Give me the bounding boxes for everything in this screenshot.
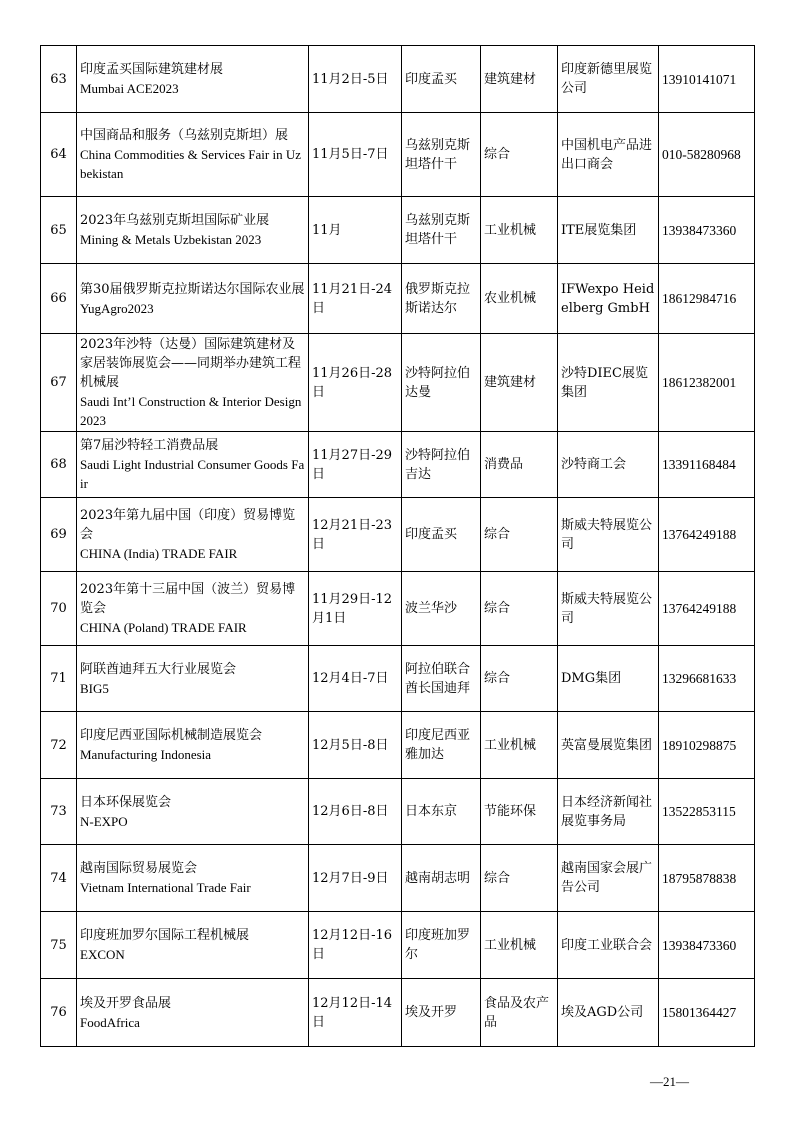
row-number: 72	[41, 712, 77, 779]
table-row	[41, 197, 755, 264]
exhibition-name-zh: 第30届俄罗斯克拉斯诺达尔国际农业展	[80, 281, 305, 297]
table-row	[41, 498, 755, 572]
exhibition-organizer: 印度工业联合会	[558, 912, 659, 979]
row-number: 66	[41, 264, 77, 334]
exhibition-category: 工业机械	[481, 912, 558, 979]
exhibition-date: 12月5日-8日	[309, 712, 402, 779]
exhibition-place: 印度尼西亚雅加达	[402, 712, 481, 779]
row-number: 75	[41, 912, 77, 979]
exhibition-date: 11月26日-28日	[309, 334, 402, 432]
exhibition-category: 农业机械	[481, 264, 558, 334]
exhibition-date: 11月	[309, 197, 402, 264]
exhibition-place: 印度孟买	[402, 498, 481, 572]
exhibition-place: 沙特阿拉伯达曼	[402, 334, 481, 432]
exhibition-category: 消费品	[481, 432, 558, 498]
table-row	[41, 334, 755, 432]
exhibition-organizer: 埃及AGD公司	[558, 979, 659, 1047]
exhibition-organizer: 沙特商工会	[558, 432, 659, 498]
exhibition-category: 工业机械	[481, 712, 558, 779]
exhibition-category: 综合	[481, 646, 558, 712]
exhibition-name-en: CHINA (Poland) TRADE FAIR	[80, 620, 247, 635]
row-number: 68	[41, 432, 77, 498]
contact-phone: 13296681633	[659, 646, 755, 712]
exhibition-name-zh: 印度孟买国际建筑建材展	[80, 62, 224, 77]
contact-phone: 18612382001	[659, 334, 755, 432]
exhibition-name-zh: 印度尼西亚国际机械制造展览会	[80, 728, 263, 743]
exhibition-place: 印度班加罗尔	[402, 912, 481, 979]
exhibition-name-en: Mining & Metals Uzbekistan 2023	[80, 232, 262, 247]
exhibition-name-en: China Commodities & Services Fair in Uzbekistan	[80, 147, 301, 181]
exhibition-name-zh: 中国商品和服务（乌兹别克斯坦）展	[80, 128, 289, 143]
exhibition-name	[77, 334, 309, 432]
exhibition-name-zh: 埃及开罗食品展	[80, 995, 172, 1011]
exhibition-organizer: 斯威夫特展览公司	[558, 572, 659, 646]
page-number: —21—	[650, 1074, 689, 1089]
exhibition-organizer: 斯威夫特展览公司	[558, 498, 659, 572]
exhibition-category: 工业机械	[481, 197, 558, 264]
row-number: 70	[41, 572, 77, 646]
exhibition-date: 12月4日-7日	[309, 646, 402, 712]
exhibition-place: 越南胡志明	[402, 845, 481, 912]
contact-phone: 18795878838	[659, 845, 755, 912]
contact-phone: 18612984716	[659, 264, 755, 334]
row-number: 64	[41, 113, 77, 197]
exhibition-date: 11月2日-5日	[309, 46, 402, 113]
exhibition-place: 日本东京	[402, 779, 481, 845]
table-row	[41, 646, 755, 712]
exhibition-name	[77, 113, 309, 197]
exhibition-name-zh: 2023年第九届中国（印度）贸易博览会	[80, 508, 296, 542]
table-row	[41, 113, 755, 197]
exhibition-name-en: Saudi Light Industrial Consumer Goods Fair	[80, 457, 305, 491]
exhibition-organizer: 印度新德里展览公司	[558, 46, 659, 113]
exhibition-organizer: DMG集团	[558, 646, 659, 712]
row-number: 69	[41, 498, 77, 572]
exhibition-organizer: 日本经济新闻社展览事务局	[558, 779, 659, 845]
exhibition-category: 综合	[481, 113, 558, 197]
contact-phone: 18910298875	[659, 712, 755, 779]
contact-phone: 15801364427	[659, 979, 755, 1047]
exhibition-place: 埃及开罗	[402, 979, 481, 1047]
exhibition-date: 12月21日-23日	[309, 498, 402, 572]
exhibition-name	[77, 979, 309, 1047]
table-row	[41, 432, 755, 498]
row-number: 73	[41, 779, 77, 845]
exhibition-name	[77, 498, 309, 572]
exhibition-name-en: CHINA (India) TRADE FAIR	[80, 546, 238, 561]
table-row	[41, 712, 755, 779]
exhibition-date: 12月12日-14日	[309, 979, 402, 1047]
exhibition-category: 节能环保	[481, 779, 558, 845]
exhibition-organizer: 越南国家会展广告公司	[558, 845, 659, 912]
exhibition-name	[77, 572, 309, 646]
exhibition-name-zh: 阿联酋迪拜五大行业展览会	[80, 661, 237, 677]
exhibition-date: 11月21日-24日	[309, 264, 402, 334]
table-row	[41, 264, 755, 334]
exhibition-name	[77, 264, 309, 334]
exhibition-name-zh: 第7届沙特轻工消费品展	[80, 438, 219, 453]
exhibition-name-en: Vietnam International Trade Fair	[80, 880, 251, 895]
exhibition-category: 食品及农产品	[481, 979, 558, 1047]
exhibition-place: 乌兹别克斯坦塔什干	[402, 113, 481, 197]
contact-phone: 13764249188	[659, 498, 755, 572]
contact-phone: 13938473360	[659, 912, 755, 979]
contact-phone: 13910141071	[659, 46, 755, 113]
exhibition-name	[77, 712, 309, 779]
row-number: 65	[41, 197, 77, 264]
exhibition-place: 俄罗斯克拉斯诺达尔	[402, 264, 481, 334]
exhibition-name-zh: 印度班加罗尔国际工程机械展	[80, 928, 250, 943]
exhibition-name-zh: 2023年第十三届中国（波兰）贸易博览会	[80, 582, 296, 616]
exhibition-name-en: N-EXPO	[80, 813, 128, 829]
exhibition-organizer: ITE展览集团	[558, 197, 659, 264]
exhibition-date: 11月5日-7日	[309, 113, 402, 197]
contact-phone: 13391168484	[659, 432, 755, 498]
exhibition-name-zh: 日本环保展览会	[80, 794, 172, 810]
exhibition-organizer: 中国机电产品进出口商会	[558, 113, 659, 197]
contact-phone: 13764249188	[659, 572, 755, 646]
contact-phone: 010-58280968	[659, 113, 755, 197]
table-row	[41, 779, 755, 845]
exhibition-category: 综合	[481, 845, 558, 912]
exhibition-name	[77, 46, 309, 113]
exhibition-category: 建筑建材	[481, 46, 558, 113]
exhibition-category: 综合	[481, 572, 558, 646]
exhibition-table	[40, 45, 755, 1047]
contact-phone: 13522853115	[659, 779, 755, 845]
row-number: 74	[41, 845, 77, 912]
exhibition-name	[77, 779, 309, 845]
exhibition-name-en: FoodAfrica	[80, 1014, 140, 1030]
exhibition-name	[77, 197, 309, 264]
exhibition-place: 沙特阿拉伯吉达	[402, 432, 481, 498]
exhibition-name-zh: 越南国际贸易展览会	[80, 861, 198, 876]
exhibition-name	[77, 646, 309, 712]
row-number: 63	[41, 46, 77, 113]
exhibition-place: 波兰华沙	[402, 572, 481, 646]
exhibition-name-en: Mumbai ACE2023	[80, 81, 179, 96]
exhibition-name	[77, 912, 309, 979]
exhibition-name-en: YugAgro2023	[80, 300, 154, 316]
row-number: 67	[41, 334, 77, 432]
exhibition-category: 综合	[481, 498, 558, 572]
exhibition-date: 12月12日-16日	[309, 912, 402, 979]
exhibition-name-zh: 2023年沙特（达曼）国际建筑建材及家居装饰展览会——同期举办建筑工程机械展	[80, 337, 302, 390]
exhibition-name	[77, 432, 309, 498]
exhibition-category: 建筑建材	[481, 334, 558, 432]
exhibition-organizer: 英富曼展览集团	[558, 712, 659, 779]
exhibition-name-en: BIG5	[80, 680, 109, 696]
table-row	[41, 572, 755, 646]
row-number: 76	[41, 979, 77, 1047]
exhibition-place: 乌兹别克斯坦塔什干	[402, 197, 481, 264]
exhibition-place: 阿拉伯联合酋长国迪拜	[402, 646, 481, 712]
exhibition-place: 印度孟买	[402, 46, 481, 113]
exhibition-name-en: EXCON	[80, 947, 125, 962]
exhibition-organizer: 沙特DIEC展览集团	[558, 334, 659, 432]
exhibition-date: 11月27日-29日	[309, 432, 402, 498]
table-row	[41, 912, 755, 979]
row-number: 71	[41, 646, 77, 712]
exhibition-name-en: Manufacturing Indonesia	[80, 747, 212, 762]
exhibition-name	[77, 845, 309, 912]
exhibition-name-en: Saudi Int’l Construction & Interior Design 2023	[80, 394, 302, 428]
table-row	[41, 979, 755, 1047]
exhibition-organizer: IFWexpo Heidelberg GmbH	[558, 264, 659, 334]
exhibition-date: 11月29日-12月1日	[309, 572, 402, 646]
table-row	[41, 845, 755, 912]
exhibition-name-zh: 2023年乌兹别克斯坦国际矿业展	[80, 213, 270, 228]
contact-phone: 13938473360	[659, 197, 755, 264]
exhibition-date: 12月6日-8日	[309, 779, 402, 845]
exhibition-date: 12月7日-9日	[309, 845, 402, 912]
exhibition-rows	[41, 46, 755, 1047]
table-row	[41, 46, 755, 113]
